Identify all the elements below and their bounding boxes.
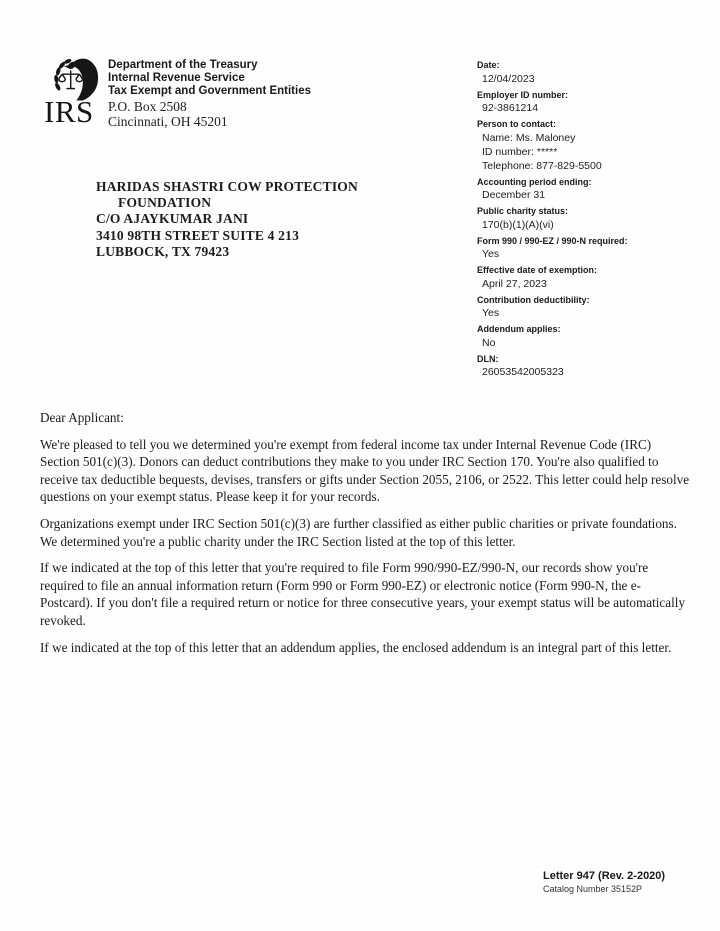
salutation: Dear Applicant: xyxy=(40,410,124,425)
info-label: Contribution deductibility: xyxy=(477,294,590,305)
recipient-line: HARIDAS SHASTRI COW PROTECTION xyxy=(96,179,358,194)
body-paragraph: Organizations exempt under IRC Section 501(c)(3) are further classified as either public charities or private foundations. We determined you're a public charity under the IRC Section listed at the top of this letter. xyxy=(40,515,677,549)
info-value: Telephone: 877-829-5500 xyxy=(482,159,602,172)
body-paragraph: If we indicated at the top of this letter that an addendum applies, the enclosed addendum is an integral part of this letter. xyxy=(40,639,672,655)
info-value: ID number: ***** xyxy=(482,145,558,158)
agency-line: Internal Revenue Service xyxy=(108,72,245,85)
irs-wordmark: IRS xyxy=(44,94,94,129)
recipient-line: 3410 98TH STREET SUITE 4 213 xyxy=(96,227,300,243)
info-label: DLN: xyxy=(477,353,499,364)
info-panel xyxy=(477,60,707,379)
info-item-dln xyxy=(477,354,707,380)
agency-block xyxy=(108,57,311,130)
info-value: Name: Ms. Maloney xyxy=(482,131,576,144)
body-paragraph: If we indicated at the top of this letter that you're required to file Form 990/990-EZ/990-N, our records show you're required to file an annual information return (Form 990 or Form 990-EZ) or electronic notice (Form 990-N, the e-Postcard). If you don't file a required return or notice for three consecutive years, your exempt status will be automatically revoked. xyxy=(40,560,686,628)
irs-logo xyxy=(44,57,100,130)
info-value: 170(b)(1)(A)(vi) xyxy=(482,218,554,231)
recipient-line: C/O AJAYKUMAR JANI xyxy=(96,211,249,227)
info-label: Date: xyxy=(477,60,500,70)
agency-po-box: P.O. Box 2508 xyxy=(108,98,187,114)
agency-city: Cincinnati, OH 45201 xyxy=(108,114,228,130)
info-label: Form 990 / 990-EZ / 990-N required: xyxy=(477,235,628,246)
agency-line: Tax Exempt and Government Entities xyxy=(108,85,312,98)
info-item-charity-status xyxy=(477,206,707,232)
info-item-addendum xyxy=(477,324,707,350)
info-label: Public charity status: xyxy=(477,206,569,216)
letter-body xyxy=(40,409,692,665)
letter-id: Letter 947 (Rev. 2-2020) xyxy=(543,870,666,882)
info-item-form-990 xyxy=(477,236,707,262)
info-value: Yes xyxy=(482,307,500,319)
info-value: December 31 xyxy=(482,189,546,201)
info-item-accounting-period xyxy=(477,177,707,203)
info-item-ein xyxy=(477,90,707,116)
irs-masthead xyxy=(44,57,311,130)
info-label: Person to contact: xyxy=(477,119,557,129)
catalog-number: Catalog Number 35152P xyxy=(543,884,643,894)
info-value: No xyxy=(482,336,496,349)
letter-footer xyxy=(543,869,665,895)
info-label: Effective date of exemption: xyxy=(477,265,598,275)
info-value: Yes xyxy=(482,248,500,260)
info-value: 26053542005323 xyxy=(482,366,564,378)
info-value: 12/04/2023 xyxy=(482,72,535,85)
recipient-line: LUBBOCK, TX 79423 xyxy=(96,243,230,259)
info-label: Accounting period ending: xyxy=(477,176,592,187)
info-label: Employer ID number: xyxy=(477,89,569,100)
info-value: 92-3861214 xyxy=(482,102,539,114)
recipient-line: FOUNDATION xyxy=(118,195,212,211)
info-item-deductibility xyxy=(477,295,707,321)
body-paragraph: We're pleased to tell you we determined you're exempt from federal income tax under Internal Revenue Code (IRC) Section 501(c)(3). Donors can deduct contributions they make to you under IRC Section 170. You're also qualified to receive tax deductible bequests, devises, transfers or gifts under Section 2055, 2106, or 2522. This letter could help resolve questions on your exempt status. Please keep it for your records. xyxy=(40,436,690,505)
info-label: Addendum applies: xyxy=(477,324,561,334)
recipient-address xyxy=(96,179,358,260)
info-value: April 27, 2023 xyxy=(482,277,547,290)
info-item-contact xyxy=(477,119,707,173)
agency-line: Department of the Treasury xyxy=(108,59,258,71)
info-item-date xyxy=(477,60,707,86)
info-item-effective-date xyxy=(477,265,707,291)
